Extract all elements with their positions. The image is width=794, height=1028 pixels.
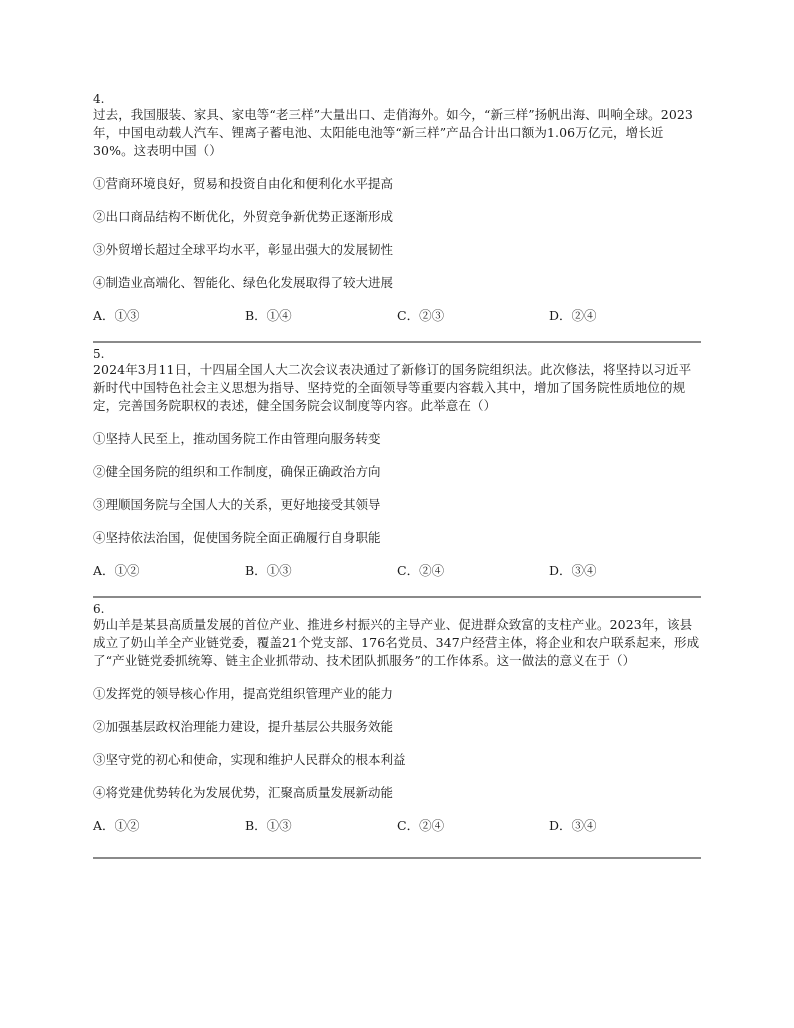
answer-choices	[93, 562, 701, 580]
question-4	[93, 92, 701, 343]
answer-b[interactable]: B．①④	[245, 308, 292, 323]
option-2: ②加强基层政权治理能力建设，提升基层公共服务效能	[93, 719, 394, 734]
option-4: ④将党建优势转化为发展优势，汇聚高质量发展新动能	[93, 785, 394, 800]
answer-choices	[93, 307, 701, 325]
question-5	[93, 347, 701, 598]
question-number: 6.	[93, 602, 105, 616]
answer-d[interactable]: D．②④	[549, 308, 597, 323]
question-stem: 2024年3月11日，十四届全国人大二次会议表决通过了新修订的国务院组织法。此次修法，将坚持以习近平新时代中国特色社会主义思想为指导、坚持党的全面领导等重要内容载入其中，增加了国务院性质地位的规定，完善国务院职权的表述，健全国务院会议制度等内容。此举意在（）	[93, 362, 692, 413]
question-divider	[93, 341, 701, 343]
answer-c[interactable]: C．②④	[397, 563, 445, 578]
option-1: ①发挥党的领导核心作用，提高党组织管理产业的能力	[93, 686, 394, 701]
answer-b[interactable]: B．①③	[245, 818, 292, 833]
question-divider	[93, 596, 701, 598]
option-3: ③理顺国务院与全国人大的关系，更好地接受其领导	[93, 497, 381, 512]
answer-d[interactable]: D．③④	[549, 818, 597, 833]
question-stem: 奶山羊是某县高质量发展的首位产业、推进乡村振兴的主导产业、促进群众致富的支柱产业。2023年，该县成立了奶山羊全产业链党委，覆盖21个党支部、176名党员、347户经营主体，将企业和农户联系起来，形成了“产业链党委抓统筹、链主企业抓带动、技术团队抓服务”的工作体系。这一做法的意义在于（）	[93, 617, 700, 668]
exam-page	[93, 92, 701, 859]
answer-c[interactable]: C．②③	[397, 308, 445, 323]
answer-c[interactable]: C．②④	[397, 818, 445, 833]
option-4: ④制造业高端化、智能化、绿色化发展取得了较大进展	[93, 275, 394, 290]
answer-b[interactable]: B．①③	[245, 563, 292, 578]
option-2: ②出口商品结构不断优化，外贸竞争新优势正逐渐形成	[93, 209, 394, 224]
answer-a[interactable]: A．①②	[93, 563, 140, 578]
option-3: ③外贸增长超过全球平均水平，彰显出强大的发展韧性	[93, 242, 394, 257]
answer-choices	[93, 817, 701, 835]
question-6	[93, 602, 701, 859]
option-3: ③坚守党的初心和使命，实现和维护人民群众的根本利益	[93, 752, 406, 767]
question-divider	[93, 857, 701, 859]
question-number: 5.	[93, 347, 105, 361]
answer-a[interactable]: A．①②	[93, 818, 140, 833]
answer-a[interactable]: A．①③	[93, 308, 140, 323]
question-number: 4.	[93, 92, 105, 106]
answer-d[interactable]: D．③④	[549, 563, 597, 578]
question-stem: 过去，我国服装、家具、家电等“老三样”大量出口、走俏海外。如今，“新三样”扬帆出海、叫响全球。2023年，中国电动载人汽车、锂离子蓄电池、太阳能电池等“新三样”产品合计出口额为1.06万亿元，增长近30%。这表明中国（）	[93, 107, 693, 158]
option-1: ①营商环境良好，贸易和投资自由化和便利化水平提高	[93, 176, 394, 191]
option-4: ④坚持依法治国，促使国务院全面正确履行自身职能	[93, 530, 381, 545]
option-1: ①坚持人民至上，推动国务院工作由管理向服务转变	[93, 431, 381, 446]
option-2: ②健全国务院的组织和工作制度，确保正确政治方向	[93, 464, 381, 479]
